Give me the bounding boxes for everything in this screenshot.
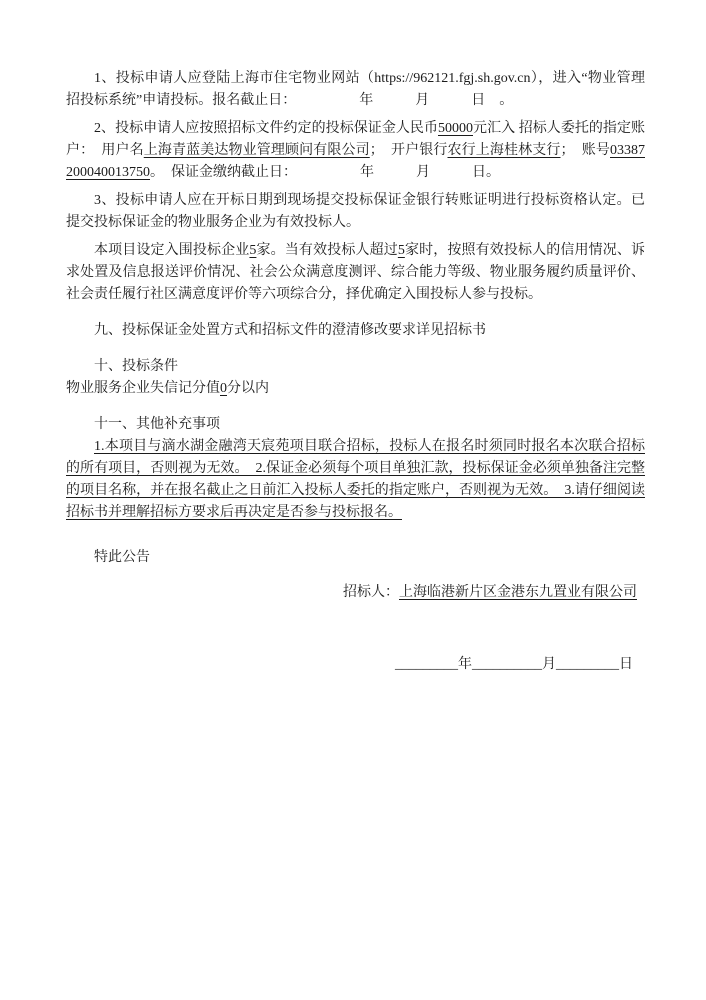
- underlined-value: 农行上海桂林支行: [447, 143, 561, 158]
- text-run: 招标人：: [343, 585, 399, 600]
- underlined-value: 0: [220, 381, 227, 396]
- text-run: _________年__________月_________日: [395, 657, 633, 672]
- text-run: 元汇入 招标人委托的指定账户： 用户名: [66, 121, 646, 158]
- underlined-value: 50000: [438, 121, 473, 136]
- section-11-heading: [66, 414, 645, 436]
- clause-1-registration: [66, 68, 645, 112]
- underlined-value: 上海临港新片区金港东九置业有限公司: [399, 585, 637, 600]
- text-run: 本项目设定入围投标企业: [94, 243, 250, 258]
- section-10-heading: [66, 356, 645, 378]
- tenderer-signature: [66, 582, 645, 604]
- clause-2-deposit: [66, 118, 645, 184]
- text-run: 家。当有效投标人超过: [256, 243, 398, 258]
- section-9-heading: [66, 320, 645, 342]
- underlined-value: 上海青蓝美达物业管理顾问有限公司: [143, 143, 370, 158]
- text-run: 1、投标申请人应登陆上海市住宅物业网站（https://962121.fgj.sh.gov.cn），进入“物业管理招投标系统”申请投标。报名截止日： 年 月 日 。: [66, 71, 645, 108]
- underlined-value: 5: [249, 243, 257, 258]
- text-run: ； 账号: [560, 143, 610, 158]
- text-run: 分以内: [227, 381, 269, 396]
- clause-11-supplement: [66, 436, 645, 524]
- clause-4-shortlist: [66, 240, 645, 306]
- document-body: [66, 68, 645, 676]
- text-run: ； 开户银行: [369, 143, 448, 158]
- date-line: [66, 654, 645, 676]
- clause-3-qualification: [66, 190, 645, 234]
- text-run: 特此公告: [94, 550, 150, 565]
- underlined-value: 03387200040013750: [66, 143, 645, 180]
- underlined-value: 5: [397, 243, 405, 258]
- text-run: 十一、其他补充事项: [94, 417, 220, 432]
- text-run: 2、投标申请人应按照招标文件约定的投标保证金人民币: [94, 121, 438, 136]
- closing-announcement: [66, 547, 645, 569]
- underlined-value: 1.本项目与滴水湖金融湾天宸苑项目联合招标，投标人在报名时须同时报名本次联合招标的所有项目，否则视为无效。 2.保证金必须每个项目单独汇款，投标保证金必须单独备注完整的项目名称，并在报名截止之日前汇入投标人委托的指定账户，否则视为无效。 3.请仔细阅读招标书并理解招标方要求后再决定是否参与投标报名。: [66, 439, 645, 520]
- text-run: 物业服务企业失信记分值: [66, 381, 220, 396]
- text-run: 3、投标申请人应在开标日期到现场提交投标保证金银行转账证明进行投标资格认定。已提交投标保证金的物业服务企业为有效投标人。: [66, 193, 645, 230]
- text-run: 。 保证金缴纳截止日： 年 月 日。: [150, 165, 500, 180]
- text-run: 十、投标条件: [94, 359, 178, 374]
- text-run: 九、投标保证金处置方式和招标文件的澄清修改要求详见招标书: [94, 323, 486, 338]
- clause-10-condition: [66, 378, 645, 400]
- text-run: 家时，按照有效投标人的信用情况、诉求处置及信息报送评价情况、社会公众满意度测评、综合能力等级、物业服务履约质量评价、社会责任履行社区满意度评价等六项综合分，择优确定入围投标人参与投标。: [66, 243, 646, 302]
